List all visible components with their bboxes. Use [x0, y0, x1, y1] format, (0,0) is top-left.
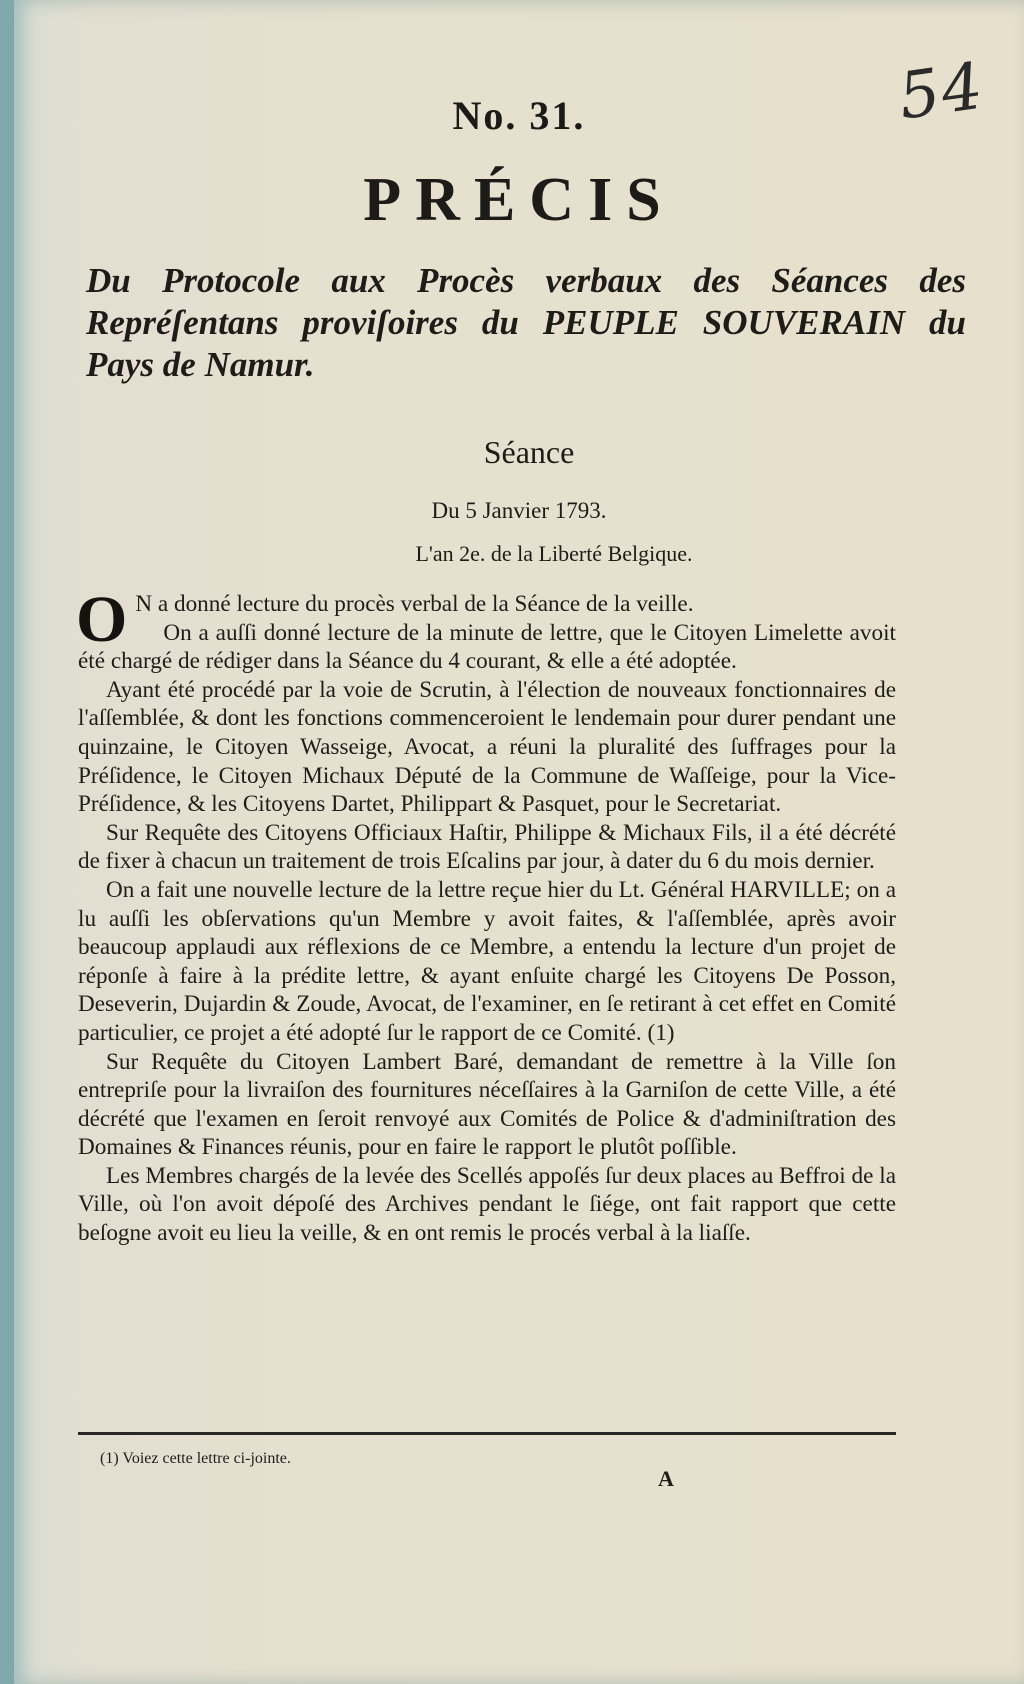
document-subtitle: Du Protocole aux Procès verbaux des Séances des Repréſentans proviſoires du PEUPLE SOUVERAIN du Pays de Namur. [86, 261, 966, 384]
document-page [14, 0, 1024, 1684]
drop-cap: O [76, 583, 128, 656]
paragraph-6: Sur Requête du Citoyen Lambert Baré, demandant de remettre à la Ville ſon entrepriſe pour la livraiſon des fournitures néceſſaires à la Garniſon de cette Ville, a été décrété que l'examen en ſeroit renvoyé aux Comités de Police & d'adminiſtration des Domaines & Finances réunis, pour en faire le rapport le plutôt poſſible. [78, 1048, 896, 1161]
footnote-divider [78, 1432, 896, 1435]
paragraph-2: On a auſſi donné lecture de la minute de lettre, que le Citoyen Limelette avoit été chargé de rédiger dans la Séance du 4 courant, & elle a été adoptée. [78, 619, 896, 675]
paragraph-4: Sur Requête des Citoyens Officiaux Haſtir, Philippe & Michaux Fils, il a été décrété de fixer à chacun un traitement de trois Eſcalins par jour, à dater du 6 du mois dernier. [78, 819, 896, 875]
paragraph-1-text: N a donné lecture du procès verbal de la Séance de la veille. [135, 591, 694, 617]
session-date: Du 5 Janvier 1793. [431, 498, 607, 523]
handwritten-page-number: 54 [893, 49, 989, 135]
liberty-era: L'an 2e. de la Liberté Belgique. [415, 541, 693, 566]
paragraph-3: Ayant été procédé par la voie de Scrutin, à l'élection de nouveaux fonctionnaires de l'aſſemblée, & dont les fonctions commenceroient le lendemain pour durer pendant une quinzaine, le Citoyen Wasseige, Avocat, a réuni la pluralité des ſuffrages pour la Préſidence, le Citoyen Michaux Député de la Commune de Waſſeige, pour la Vice-Préſidence, & les Citoyens Dartet, Philippart & Pasquet, pour le Secretariat. [78, 676, 896, 818]
session-heading: Séance [483, 434, 575, 470]
signature-mark: A [658, 1466, 674, 1491]
document-body [76, 583, 896, 1248]
issue-number: No. 31. [452, 93, 586, 138]
paragraph-7: Les Membres chargés de la levée des Scellés appoſés ſur deux places au Beffroi de la Ville, où l'on avoit dépoſé des Archives pendant le ſiége, ont fait rapport que cette beſogne avoit eu lieu la veille, & en ont remis le procés verbal à la liaſſe. [78, 1162, 896, 1247]
footnote: (1) Voiez cette lettre ci-jointe. [100, 1450, 291, 1467]
document-title: PRÉCIS [363, 166, 675, 234]
paragraph-5: On a fait une nouvelle lecture de la lettre reçue hier du Lt. Général HARVILLE; on a lu auſſi les obſervations qu'un Membre y avoit faites, & l'aſſemblée, après avoir beaucoup applaudi aux réflexions de ce Membre, a entendu la lecture d'un projet de réponſe à faire à la prédite lettre, & ayant enſuite chargé les Citoyens De Posson, Deseverin, Dujardin & Zoude, Avocat, de l'examiner, en ſe retirant à cet effet en Comité particulier, ce projet a été adopté ſur le rapport de ce Comité. (1) [78, 876, 896, 1046]
